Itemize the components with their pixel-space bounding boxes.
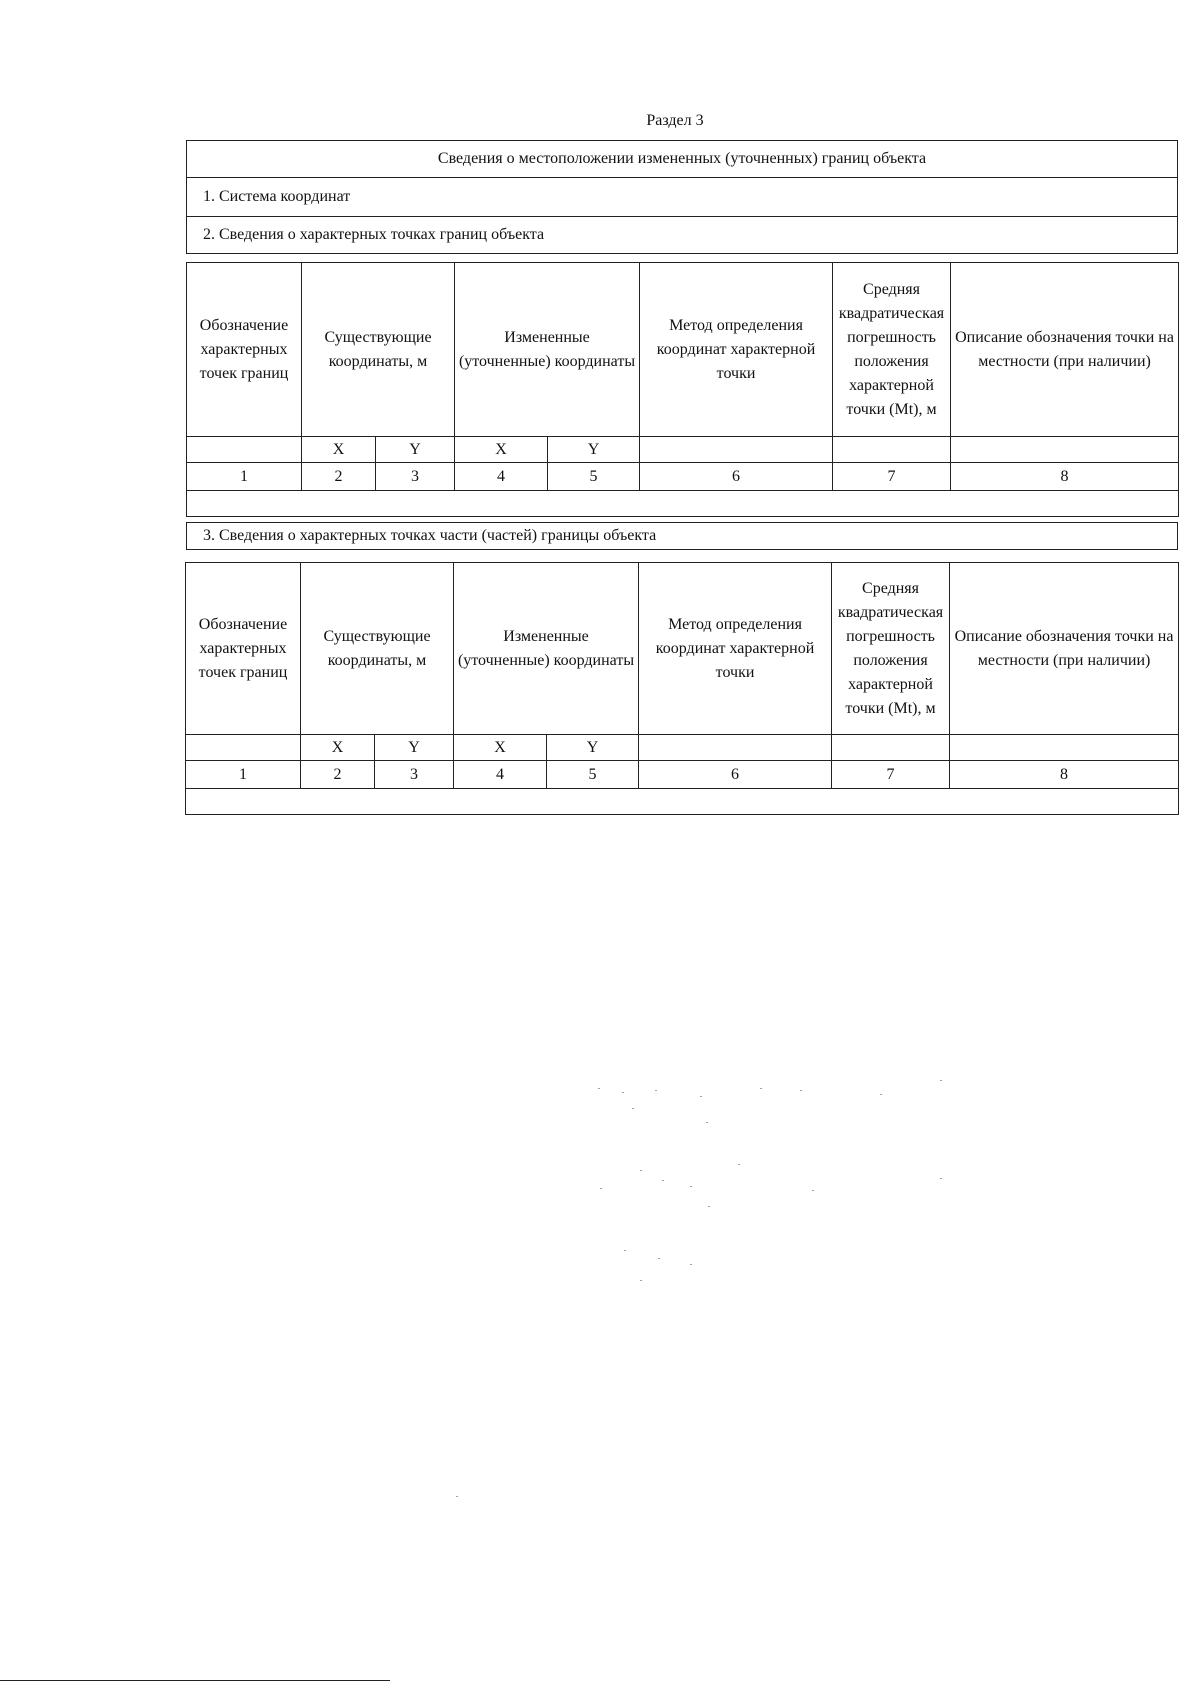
main-title: Сведения о местоположении измененных (уточненных) границ объекта [186, 140, 1178, 178]
table-cell [639, 735, 832, 761]
column-number: 5 [548, 463, 640, 491]
header-existing-y: Y [376, 437, 455, 463]
table-cell [950, 735, 1179, 761]
header-mean-square-error: Средняя квадратическая погрешность положения характерной точки (Mt), м [833, 263, 951, 437]
column-number: 7 [833, 463, 951, 491]
table-number-row [187, 463, 1179, 491]
column-number: 2 [302, 463, 376, 491]
table-cell [186, 735, 301, 761]
table-empty-row [187, 491, 1179, 517]
header-changed-coordinates: Измененные (уточненные) координаты [454, 563, 639, 735]
table-number-row [186, 761, 1179, 789]
column-number: 7 [832, 761, 950, 789]
column-number: 1 [187, 463, 302, 491]
table-xy-row [187, 437, 1179, 463]
table-cell [833, 437, 951, 463]
column-number: 6 [639, 761, 832, 789]
header-point-designation: Обозначение характерных точек границ [187, 263, 302, 437]
column-number: 3 [376, 463, 455, 491]
header-point-designation: Обозначение характерных точек границ [186, 563, 301, 735]
column-number: 8 [951, 463, 1179, 491]
boundary-points-heading [186, 216, 1178, 254]
header-changed-y: Y [548, 437, 640, 463]
column-number: 3 [375, 761, 454, 789]
boundary-points-label: 2. Сведения о характерных точках границ объекта [203, 226, 545, 243]
header-changed-x: X [455, 437, 548, 463]
header-existing-y: Y [375, 735, 454, 761]
coordinate-system-row [186, 177, 1178, 217]
header-existing-x: X [302, 437, 376, 463]
column-number: 1 [186, 761, 301, 789]
header-point-description: Описание обозначения точки на местности (при наличии) [950, 563, 1179, 735]
column-number: 4 [455, 463, 548, 491]
table-empty-row [186, 789, 1179, 815]
table-xy-row [186, 735, 1179, 761]
header-point-description: Описание обозначения точки на местности (при наличии) [951, 263, 1179, 437]
table-cell [186, 789, 1179, 815]
column-number: 8 [950, 761, 1179, 789]
part-boundary-points-table [185, 562, 1179, 815]
table-cell [187, 491, 1179, 517]
table-header-row [187, 263, 1179, 437]
table-cell [832, 735, 950, 761]
header-changed-x: X [454, 735, 547, 761]
coordinate-system-label: 1. Система координат [203, 188, 351, 205]
boundary-points-table [186, 262, 1179, 517]
header-method: Метод определения координат характерной точки [639, 563, 832, 735]
column-number: 4 [454, 761, 547, 789]
header-existing-x: X [301, 735, 375, 761]
table-cell [640, 437, 833, 463]
part-boundary-label: 3. Сведения о характерных точках части (частей) границы объекта [203, 527, 657, 544]
column-number: 6 [640, 463, 833, 491]
table-cell [951, 437, 1179, 463]
header-changed-coordinates: Измененные (уточненные) координаты [455, 263, 640, 437]
column-number: 2 [301, 761, 375, 789]
header-method: Метод определения координат характерной точки [640, 263, 833, 437]
header-existing-coordinates: Существующие координаты, м [301, 563, 454, 735]
table-cell [187, 437, 302, 463]
header-existing-coordinates: Существующие координаты, м [302, 263, 455, 437]
section-title: Раздел 3 [646, 112, 704, 129]
table-header-row [186, 563, 1179, 735]
page-edge-line [0, 1680, 390, 1681]
header-changed-y: Y [547, 735, 639, 761]
column-number: 5 [547, 761, 639, 789]
part-boundary-heading [186, 522, 1178, 550]
header-mean-square-error: Средняя квадратическая погрешность положения характерной точки (Mt), м [832, 563, 950, 735]
